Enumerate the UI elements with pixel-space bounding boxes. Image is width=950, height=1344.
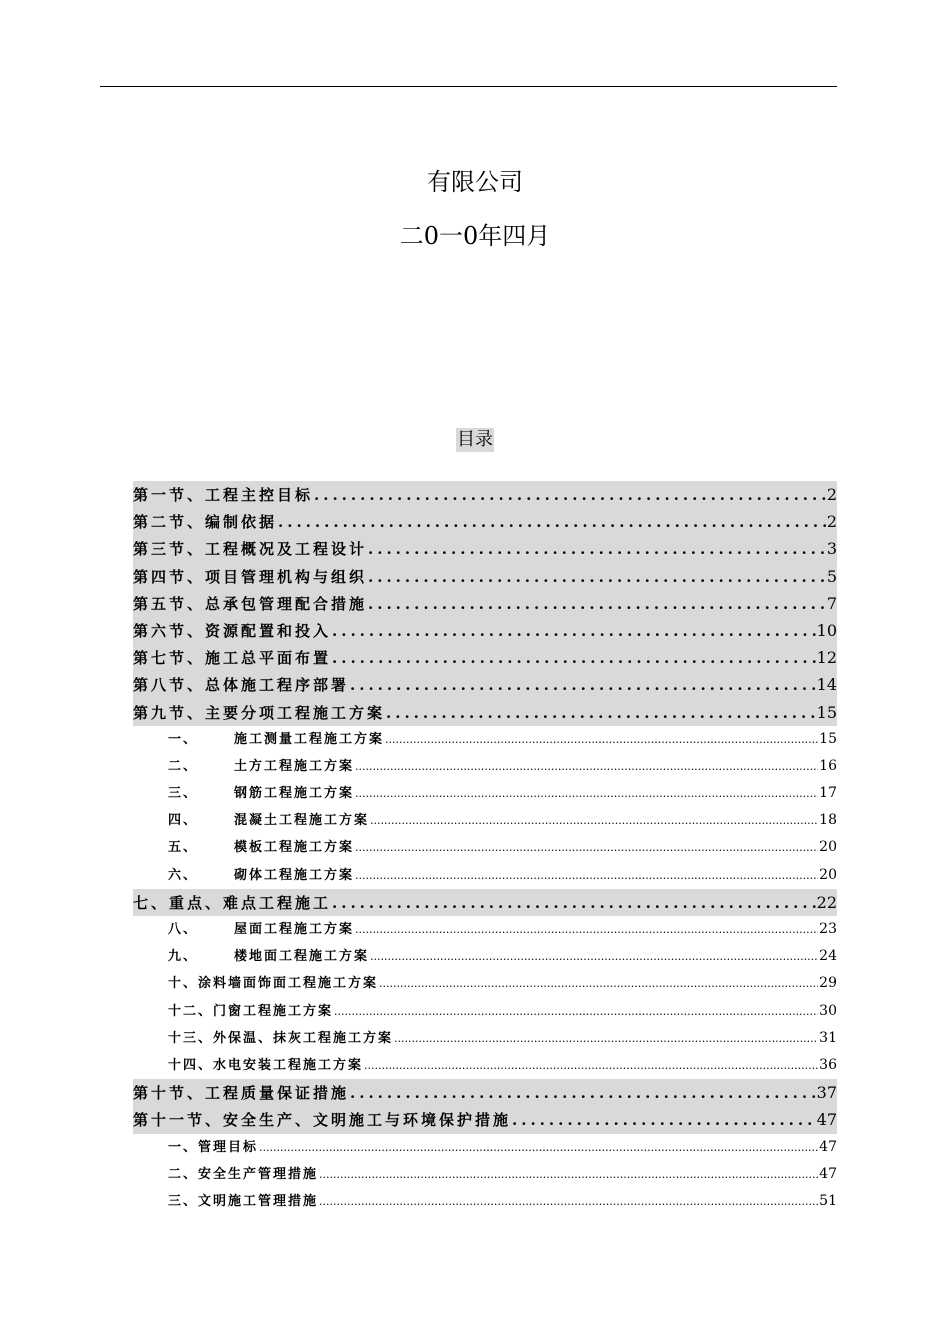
toc-dot-leader (355, 834, 818, 861)
toc-entry-label: 第二节、编制依据 (133, 513, 278, 532)
toc-entry-label: 十三、外保温、抹灰工程施工方案 (168, 1030, 394, 1046)
toc-entry-label: 砌体工程施工方案 (234, 867, 355, 883)
toc-entry-label: 屋面工程施工方案 (234, 922, 355, 937)
toc-entry-label: 七、重点、难点工程施工 (133, 893, 332, 912)
toc-entry-subsection[interactable] (133, 1134, 837, 1161)
toc-entry-page: 23 (819, 921, 837, 937)
toc-dot-leader (379, 970, 818, 997)
toc-entry-label: 模板工程施工方案 (234, 840, 355, 856)
toc-title: 目录 (457, 429, 493, 450)
toc-dot-leader (386, 700, 816, 727)
toc-entry-label: 第十一节、安全生产、文明施工与环境保护措施 (133, 1111, 512, 1130)
toc-dot-leader (364, 1052, 818, 1079)
toc-entry-subsection[interactable] (133, 834, 837, 861)
toc-entry-number: 九、 (168, 949, 199, 965)
toc-entry-number: 一、 (168, 731, 199, 747)
toc-entry-section[interactable] (133, 508, 837, 535)
toc-entry-page: 14 (816, 675, 837, 695)
toc-entry-section[interactable] (133, 590, 837, 617)
toc-entry-page: 47 (819, 1138, 837, 1155)
toc-entry-label: 三、文明施工管理措施 (168, 1193, 319, 1209)
toc-dot-leader (350, 672, 816, 699)
toc-entry-page: 47 (819, 1165, 837, 1182)
toc-dot-leader (259, 1134, 818, 1161)
toc-entry-label: 土方工程施工方案 (234, 758, 355, 774)
toc-dot-leader (314, 482, 826, 509)
toc-entry-section[interactable] (133, 671, 837, 698)
toc-entry-section[interactable] (133, 644, 837, 671)
toc-entry-label: 十、涂料墙面饰面工程施工方案 (168, 976, 379, 992)
toc-entry-label: 第七节、施工总平面布置 (133, 649, 332, 668)
toc-entry-page: 18 (819, 812, 837, 829)
toc-entry-page: 15 (816, 702, 837, 722)
toc-dot-leader (385, 726, 818, 753)
toc-entry-section[interactable] (133, 1079, 837, 1106)
toc-entry-label: 十四、水电安装工程施工方案 (168, 1057, 364, 1073)
toc-dot-leader (332, 618, 816, 645)
toc-entry-label: 第八节、总体施工程序部署 (133, 676, 350, 695)
toc-dot-leader (368, 591, 826, 618)
toc-entry-page: 2 (826, 512, 837, 532)
toc-entry-number: 五、 (168, 840, 199, 856)
toc-entry-number: 六、 (168, 867, 199, 883)
table-of-contents (133, 481, 837, 1215)
toc-dot-leader (332, 645, 816, 672)
toc-entry-page: 7 (826, 593, 837, 613)
toc-entry-section[interactable] (133, 535, 837, 562)
toc-dot-leader (368, 564, 826, 591)
toc-entry-section[interactable] (133, 1106, 837, 1133)
toc-dot-leader (355, 916, 818, 943)
toc-entry-label: 钢筋工程施工方案 (234, 786, 355, 802)
toc-entry-number: 三、 (168, 786, 199, 802)
toc-dot-leader (334, 998, 818, 1025)
toc-entry-label: 十二、门窗工程施工方案 (168, 1003, 334, 1019)
toc-entry-number: 四、 (168, 813, 199, 829)
toc-entry-subsection[interactable] (133, 753, 837, 780)
toc-dot-leader (278, 509, 826, 536)
toc-entry-label: 施工测量工程施工方案 (234, 731, 385, 747)
toc-entry-subsection[interactable] (133, 780, 837, 807)
toc-dot-leader (319, 1188, 818, 1215)
company-name: 有限公司 (427, 168, 523, 196)
toc-dot-leader (512, 1107, 816, 1134)
toc-entry-page: 29 (819, 975, 837, 992)
toc-dot-leader (355, 780, 818, 807)
toc-entry-page: 36 (819, 1056, 837, 1073)
toc-dot-leader (370, 807, 818, 834)
toc-entry-page: 30 (819, 1002, 837, 1019)
toc-entry-section[interactable] (133, 699, 837, 726)
toc-dot-leader (319, 1161, 818, 1188)
toc-dot-leader (370, 943, 818, 970)
toc-heading (0, 428, 950, 452)
toc-entry-section[interactable] (133, 481, 837, 508)
toc-entry-number: 八、 (168, 922, 199, 937)
toc-entry-subsection[interactable] (133, 1161, 837, 1188)
toc-entry-label: 第六节、资源配置和投入 (133, 621, 332, 640)
toc-entry-label: 一、管理目标 (168, 1139, 259, 1155)
document-date: 二0一0年四月 (399, 222, 551, 250)
toc-dot-leader (332, 890, 816, 917)
toc-entry-subsection[interactable] (133, 916, 837, 943)
toc-entry-subsection[interactable] (133, 998, 837, 1025)
toc-entry-page: 16 (819, 757, 837, 774)
toc-entry-page: 37 (816, 1083, 837, 1103)
toc-entry-label: 楼地面工程施工方案 (234, 949, 370, 965)
toc-entry-subsection[interactable] (133, 862, 837, 889)
toc-entry-label: 第三节、工程概况及工程设计 (133, 540, 368, 559)
header-rule (100, 86, 837, 87)
toc-entry-section[interactable] (133, 889, 837, 916)
toc-dot-leader (350, 1080, 816, 1107)
toc-entry-page: 24 (819, 948, 837, 965)
toc-entry-page: 3 (826, 539, 837, 559)
toc-entry-subsection[interactable] (133, 943, 837, 970)
toc-entry-label: 第一节、工程主控目标 (133, 486, 314, 504)
toc-entry-page: 10 (816, 620, 837, 640)
toc-entry-section[interactable] (133, 617, 837, 644)
toc-entry-label: 混凝土工程施工方案 (234, 813, 370, 829)
toc-entry-label: 第五节、总承包管理配合措施 (133, 594, 368, 613)
toc-entry-subsection[interactable] (133, 970, 837, 997)
toc-dot-leader (394, 1025, 818, 1052)
toc-entry-label: 第四节、项目管理机构与组织 (133, 567, 368, 586)
toc-dot-leader (355, 753, 818, 780)
toc-entry-page: 15 (819, 730, 837, 747)
toc-entry-label: 二、安全生产管理措施 (168, 1166, 319, 1182)
toc-entry-page: 31 (819, 1029, 837, 1046)
toc-entry-section[interactable] (133, 563, 837, 590)
toc-entry-page: 20 (819, 839, 837, 856)
toc-entry-page: 5 (826, 566, 837, 586)
toc-entry-page: 51 (819, 1192, 837, 1209)
toc-entry-subsection[interactable] (133, 1025, 837, 1052)
toc-entry-subsection[interactable] (133, 807, 837, 834)
toc-entry-label: 第十节、工程质量保证措施 (133, 1084, 350, 1103)
toc-entry-page: 47 (816, 1110, 837, 1130)
toc-entry-page: 17 (819, 785, 837, 802)
toc-entry-page: 22 (816, 892, 837, 912)
toc-dot-leader (355, 862, 818, 889)
toc-dot-leader (368, 536, 826, 563)
toc-entry-subsection[interactable] (133, 726, 837, 753)
toc-entry-label: 第九节、主要分项工程施工方案 (133, 703, 386, 722)
toc-entry-page: 2 (826, 485, 837, 504)
toc-entry-page: 12 (816, 648, 837, 668)
toc-entry-subsection[interactable] (133, 1052, 837, 1079)
toc-entry-page: 20 (819, 866, 837, 883)
toc-entry-number: 二、 (168, 758, 199, 774)
toc-entry-subsection[interactable] (133, 1188, 837, 1215)
